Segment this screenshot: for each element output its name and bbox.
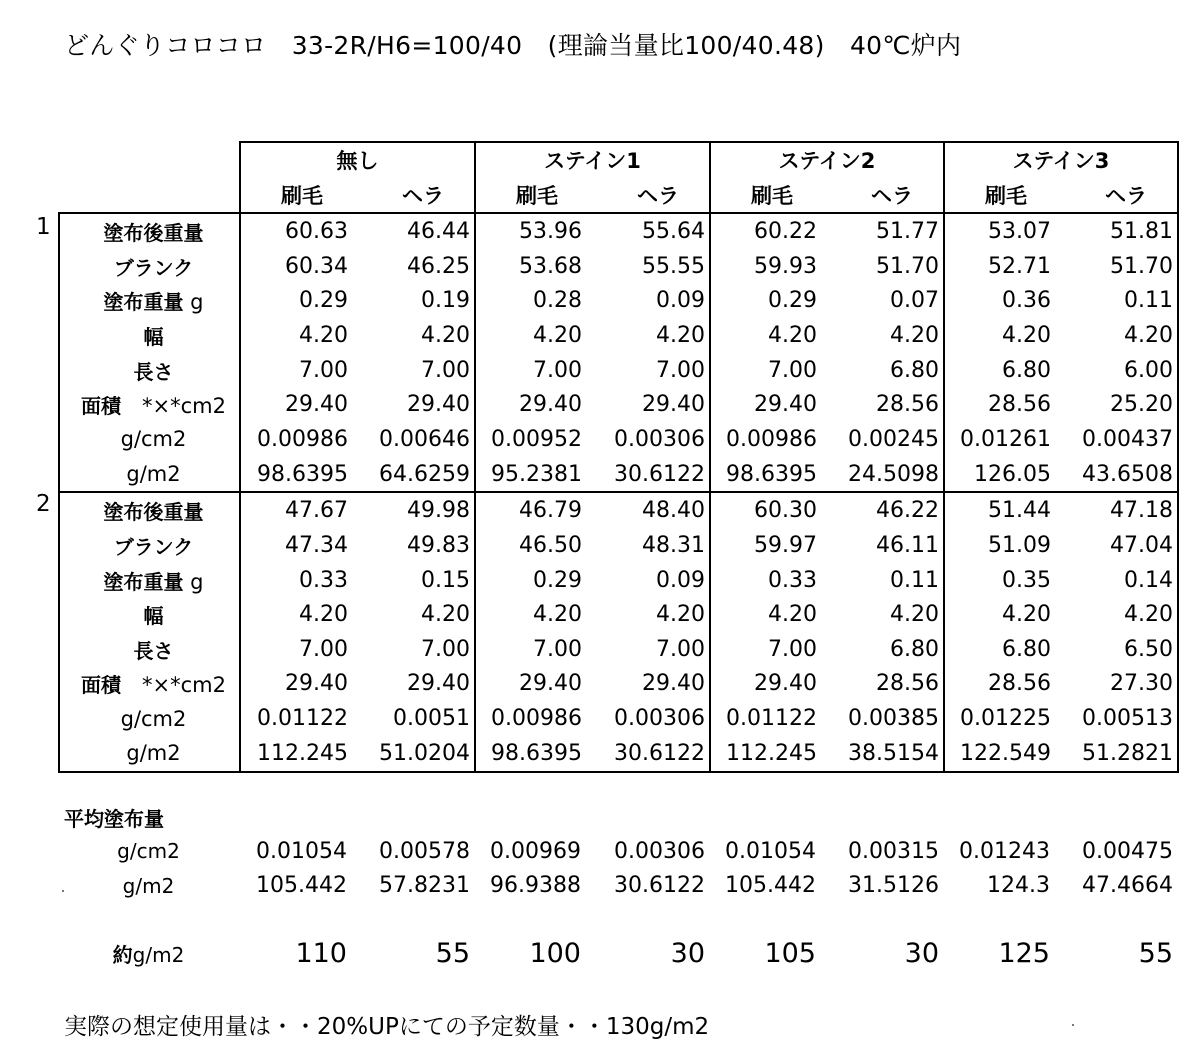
header-row-groups [59,142,1178,178]
average-value: 105.442 [256,873,347,899]
value-cell: 4.20 [827,318,944,353]
value-cell: 98.6395 [475,736,592,772]
row-label-main: 長さ [133,359,174,384]
average-value: 0.01054 [256,838,347,864]
value-cell: 38.5154 [827,736,944,772]
value-cell: 29.40 [754,392,817,418]
row-label [59,632,240,667]
sample-number: 2 [36,491,51,517]
value-cell: 4.20 [1002,323,1051,349]
value-cell: 0.07 [827,284,944,319]
row-label-unit: g [183,569,204,594]
table-row [59,597,1178,632]
value-cell: 0.35 [1002,567,1051,593]
value-cell: 60.22 [710,213,827,249]
value-cell: 0.01261 [960,426,1051,452]
value-cell: 53.07 [944,213,1061,249]
value-cell: 0.09 [592,284,710,319]
value-cell: 49.98 [358,492,475,528]
row-label [59,597,240,632]
value-cell: 0.29 [533,567,582,593]
approx-value: 55 [435,937,470,969]
value-cell: 29.40 [285,392,348,418]
row-label [59,563,240,598]
value-cell: 98.6395 [257,461,348,487]
value-cell: 0.14 [1061,563,1178,598]
approx-label-main: 約 [112,942,133,967]
average-row [58,834,1177,869]
value-cell: 7.00 [533,357,582,383]
page-title: どんぐりコロコロ 33-2R/H6=100/40 (理論当量比100/40.48) 40℃炉内 [64,31,962,60]
value-cell: 0.09 [592,563,710,598]
approx-value: 30 [904,937,939,969]
value-cell: 51.2821 [1061,736,1178,772]
value-cell: 4.20 [592,597,710,632]
row-label-main: 幅 [143,604,164,629]
value-cell: 7.00 [592,632,710,667]
value-cell: 47.67 [240,492,358,528]
average-value: 0.00306 [614,838,705,864]
header-blank [59,142,240,178]
average-row-label: g/m2 [122,873,175,898]
value-cell: 46.50 [519,532,582,558]
value-cell: 4.20 [592,318,710,353]
value-cell: 52.71 [988,253,1051,279]
value-cell: 98.6395 [726,461,817,487]
row-label-main: 面積 [81,672,122,697]
average-value: 30.6122 [614,873,705,899]
value-cell: 4.20 [533,602,582,628]
group-header: ステイン1 [475,142,710,178]
method-header: 刷毛 [944,178,1061,214]
average-value: 96.9388 [490,873,581,899]
table-row [59,528,1178,563]
value-cell: 7.00 [358,632,475,667]
approx-value: 125 [998,937,1050,969]
value-cell: 0.29 [299,288,348,314]
row-label [59,353,240,388]
value-cell: 0.00986 [491,706,582,732]
average-value: 0.01243 [959,838,1050,864]
data-table [58,141,1179,773]
value-cell: 59.97 [754,532,817,558]
row-label [59,284,240,319]
value-cell: 0.00646 [358,422,475,457]
value-cell: 0.29 [768,288,817,314]
value-cell: 46.44 [358,213,475,249]
value-cell: 6.80 [827,632,944,667]
value-cell: 4.20 [533,323,582,349]
value-cell: 4.20 [1061,318,1178,353]
method-header: 刷毛 [240,178,358,214]
value-cell: 0.36 [1002,288,1051,314]
row-label [59,422,240,457]
value-cell: 112.245 [240,736,358,772]
usage-note: 実際の想定使用量は・・20%UPにての予定数量・・130g/m2 [64,1014,710,1040]
value-cell: 112.245 [710,736,827,772]
average-value: 0.00969 [490,838,581,864]
sample-number: 1 [36,214,51,240]
value-cell: 55.64 [592,213,710,249]
table-row [59,632,1178,667]
value-cell: 126.05 [974,461,1051,487]
method-header: 刷毛 [710,178,827,214]
value-cell: 0.00245 [827,422,944,457]
value-cell: 55.55 [592,249,710,284]
table-row [59,249,1178,284]
average-value: 0.00578 [379,838,470,864]
value-cell: 6.50 [1061,632,1178,667]
row-label-main: 塗布重量 [103,569,184,594]
average-value: 0.00475 [1082,838,1173,864]
value-cell: 28.56 [988,671,1051,697]
table-row [59,387,1178,422]
row-label-unit: g/cm2 [120,706,187,731]
table-row [59,318,1178,353]
value-cell: 46.11 [827,528,944,563]
value-cell: 0.01122 [726,706,817,732]
value-cell: 53.68 [519,253,582,279]
value-cell: 29.40 [285,671,348,697]
value-cell: 51.70 [1061,249,1178,284]
value-cell: 0.33 [768,567,817,593]
value-cell: 29.40 [592,667,710,702]
value-cell: 30.6122 [592,457,710,493]
value-cell: 47.18 [1061,492,1178,528]
value-cell: 7.00 [299,357,348,383]
table-row [59,563,1178,598]
average-value: 31.5126 [848,873,939,899]
group-header: 無し [240,142,475,178]
row-label-main: ブランク [113,255,194,280]
value-cell: 0.00986 [726,426,817,452]
row-label [59,249,240,284]
value-cell: 0.00513 [1061,701,1178,736]
value-cell: 47.34 [285,532,348,558]
approx-value: 55 [1138,937,1173,969]
table-row [59,736,1178,772]
row-label-main: ブランク [113,534,194,559]
value-cell: 46.25 [358,249,475,284]
method-header: ヘラ [827,178,944,214]
value-cell: 29.40 [358,387,475,422]
value-cell: 0.28 [533,288,582,314]
row-label [59,318,240,353]
value-cell: 6.80 [1002,636,1051,662]
average-value: 105.442 [725,873,816,899]
average-value: 0.00315 [848,838,939,864]
value-cell: 7.00 [533,636,582,662]
average-value: 0.01054 [725,838,816,864]
row-label-unit: *×*cm2 [121,393,226,418]
value-cell: 0.11 [1061,284,1178,319]
value-cell: 4.20 [299,602,348,628]
row-label-main: 長さ [133,638,174,663]
table-row [59,353,1178,388]
average-value: 57.8231 [379,873,470,899]
table-row [59,492,1178,528]
value-cell: 29.40 [754,671,817,697]
row-label-unit: g/m2 [126,741,181,766]
header-blank [59,178,240,214]
approx-value: 30 [670,937,705,969]
value-cell: 0.00306 [592,422,710,457]
value-cell: 29.40 [358,667,475,702]
speck [1072,1024,1074,1026]
value-cell: 4.20 [358,318,475,353]
value-cell: 4.20 [768,323,817,349]
value-cell: 0.00306 [592,701,710,736]
method-header: ヘラ [1061,178,1178,214]
value-cell: 6.00 [1061,353,1178,388]
average-row-label: g/cm2 [117,839,180,864]
value-cell: 25.20 [1061,387,1178,422]
method-header: 刷毛 [475,178,592,214]
value-cell: 4.20 [299,323,348,349]
value-cell: 51.77 [827,213,944,249]
value-cell: 4.20 [827,597,944,632]
value-cell: 48.31 [592,528,710,563]
value-cell: 46.22 [827,492,944,528]
value-cell: 27.30 [1061,667,1178,702]
table-row [59,213,1178,249]
value-cell: 4.20 [768,602,817,628]
approx-table [58,933,1177,973]
average-value: 47.4664 [1082,873,1173,899]
value-cell: 60.63 [240,213,358,249]
row-label-main: 面積 [81,393,122,418]
value-cell: 6.80 [827,353,944,388]
value-cell: 29.40 [592,387,710,422]
approx-value: 105 [764,937,816,969]
value-cell: 28.56 [827,387,944,422]
value-cell: 95.2381 [491,461,582,487]
value-cell: 24.5098 [827,457,944,493]
approx-value: 110 [295,937,347,969]
value-cell: 29.40 [519,671,582,697]
row-label-main: 塗布後重量 [103,221,204,246]
average-value: 124.3 [987,873,1050,899]
speck [62,890,64,892]
row-label-main: 幅 [143,325,164,350]
value-cell: 51.70 [827,249,944,284]
value-cell: 60.34 [285,253,348,279]
value-cell: 53.96 [475,213,592,249]
value-cell: 46.79 [475,492,592,528]
value-cell: 4.20 [1002,602,1051,628]
value-cell: 30.6122 [592,736,710,772]
group-header: ステイン3 [944,142,1178,178]
value-cell: 0.00385 [827,701,944,736]
row-label [59,387,240,422]
table-row [59,284,1178,319]
row-label [59,701,240,736]
row-label-main: 塗布後重量 [103,500,204,525]
value-cell: 49.83 [358,528,475,563]
row-label [59,528,240,563]
value-cell: 29.40 [519,392,582,418]
table-row [59,457,1178,493]
approx-row [58,933,1177,973]
value-cell: 7.00 [358,353,475,388]
approx-value: 100 [529,937,581,969]
row-label-unit: g [183,290,204,315]
value-cell: 0.00986 [257,426,348,452]
row-label-unit: g/m2 [126,462,181,487]
group-header: ステイン2 [710,142,944,178]
average-row [58,869,1177,904]
value-cell: 0.33 [299,567,348,593]
value-cell: 47.04 [1061,528,1178,563]
row-label [59,492,240,528]
value-cell: 64.6259 [358,457,475,493]
table-row [59,422,1178,457]
value-cell: 51.81 [1061,213,1178,249]
value-cell: 122.549 [944,736,1061,772]
row-label [59,667,240,702]
approx-row-label [58,933,239,973]
value-cell: 0.01122 [257,706,348,732]
value-cell: 0.01225 [960,706,1051,732]
approx-label-unit: g/m2 [132,942,185,967]
value-cell: 4.20 [358,597,475,632]
value-cell: 51.0204 [358,736,475,772]
row-label-unit: *×*cm2 [121,672,226,697]
method-header: ヘラ [358,178,475,214]
row-label [59,736,240,772]
value-cell: 0.0051 [358,701,475,736]
value-cell: 59.93 [754,253,817,279]
value-cell: 51.44 [944,492,1061,528]
value-cell: 0.15 [358,563,475,598]
table-row [59,701,1178,736]
value-cell: 43.6508 [1061,457,1178,493]
value-cell: 0.11 [827,563,944,598]
row-label-main: 塗布重量 [103,290,184,315]
value-cell: 4.20 [1061,597,1178,632]
average-table [58,834,1177,903]
row-label [59,457,240,493]
value-cell: 51.09 [988,532,1051,558]
average-title: 平均塗布量 [64,807,164,831]
value-cell: 28.56 [988,392,1051,418]
value-cell: 7.00 [768,357,817,383]
value-cell: 60.30 [710,492,827,528]
value-cell: 28.56 [827,667,944,702]
value-cell: 0.00437 [1061,422,1178,457]
value-cell: 48.40 [592,492,710,528]
value-cell: 6.80 [1002,357,1051,383]
table-row [59,667,1178,702]
method-header: ヘラ [592,178,710,214]
header-row-methods [59,178,1178,214]
value-cell: 0.00952 [491,426,582,452]
row-label-unit: g/cm2 [120,427,187,452]
value-cell: 0.19 [358,284,475,319]
row-label [59,213,240,249]
value-cell: 7.00 [592,353,710,388]
value-cell: 7.00 [768,636,817,662]
value-cell: 7.00 [299,636,348,662]
